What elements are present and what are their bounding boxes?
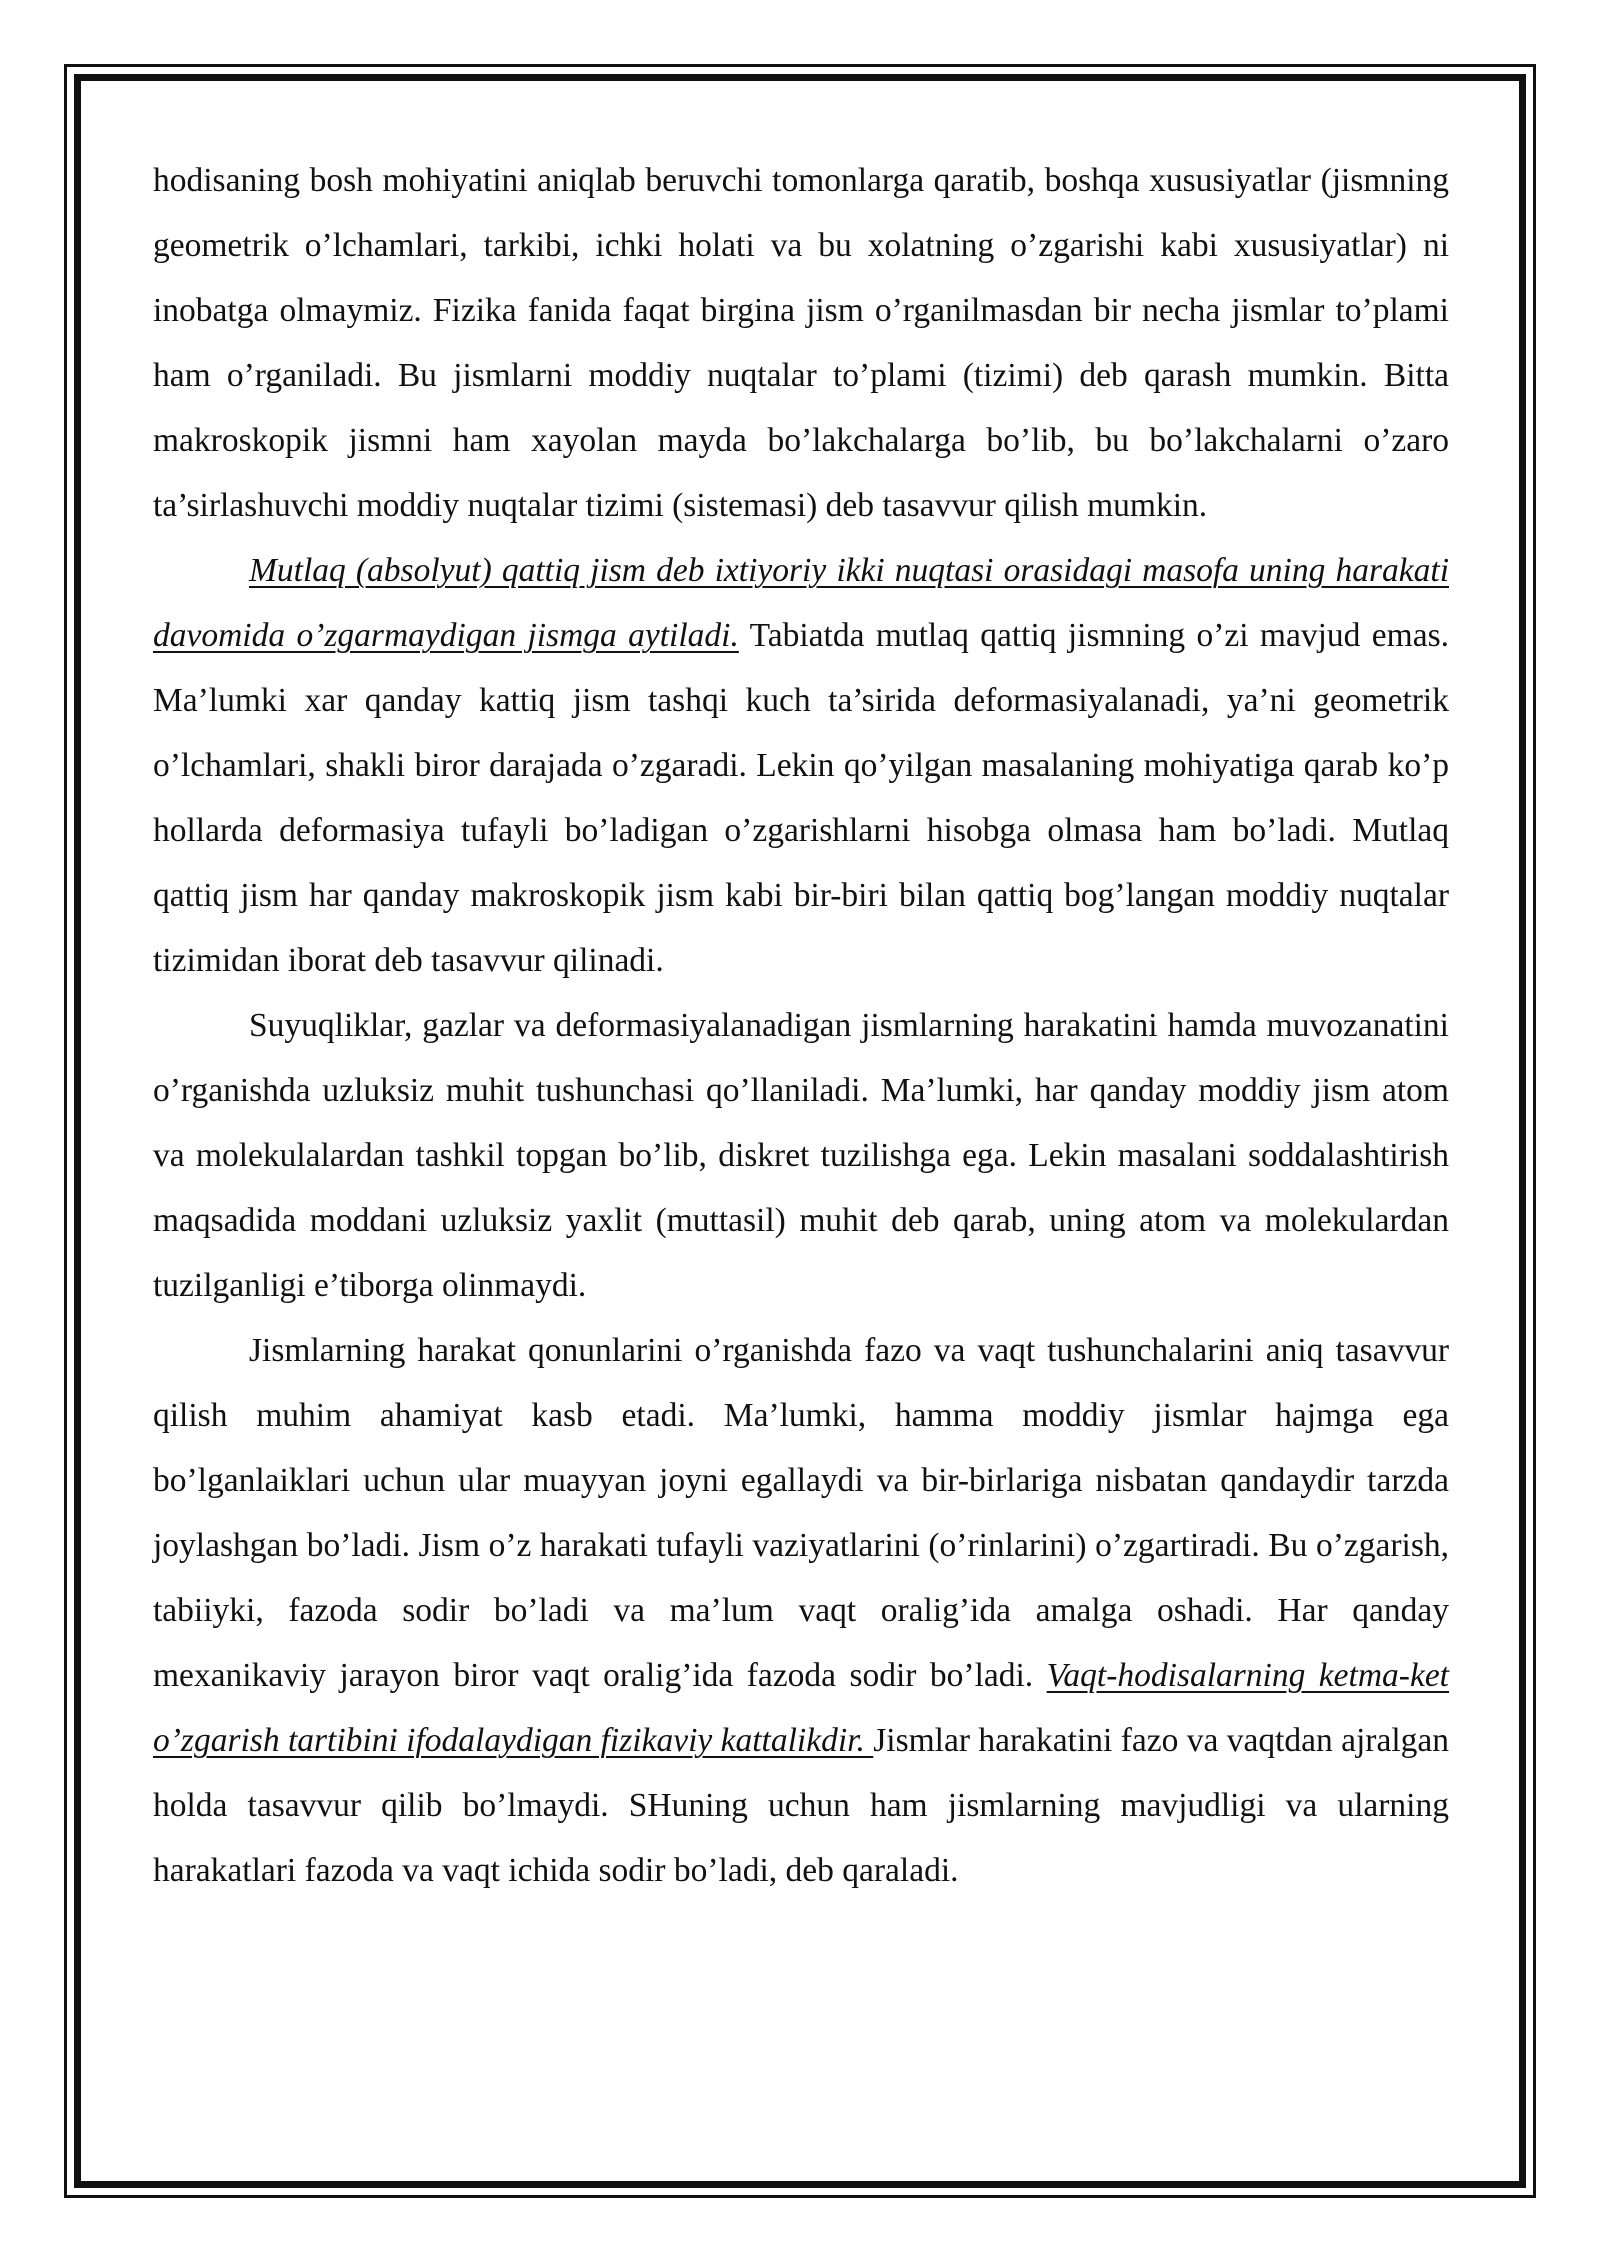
paragraph-2-text: Tabiatda mutlaq qattiq jismning o’zi mavjud emas. Ma’lumki xar qanday kattiq jism tashqi kuch ta’sirida deformasiyalanadi, ya’ni geometrik o’lchamlari, shakli biror darajada o’zgaradi. Lekin qo’yilgan masalaning mohiyatiga qarab ko’p hollarda deformasiya tufayli bo’ladigan o’zgarishlarni hisobga olmasa ham bo’ladi. Mutlaq qattiq jism har qanday makroskopik jism kabi bir-biri bilan qattiq bog’langan moddiy nuqtalar tizimidan iborat deb tasavvur qilinadi. bbox=[153, 617, 1449, 979]
paragraph-4-text-start: Jismlarning harakat qonunlarini o’rganishda fazo va vaqt tushunchalarini aniq tasavvur qilish muhim ahamiyat kasb etadi. Ma’lumki, hamma moddiy jismlar hajmga ega bo’lganlaiklari uchun ular muayyan joyni egallaydi va bir-birlariga nisbatan qandaydir tarzda joylashgan bo’ladi. Jism o’z harakati tufayli vaziyatlarini (o’rinlarini) o’zgartiradi. Bu o’zgarish, tabiiyki, fazoda sodir bo’ladi va ma’lum vaqt oralig’ida amalga oshadi. Har qanday mexanikaviy jarayon biror vaqt oralig’ida fazoda sodir bo’ladi. bbox=[153, 1332, 1449, 1694]
paragraph-3 bbox=[153, 993, 1449, 1318]
time-definition: Vaqt-hodisalarning ketma-ket o’zgarish tartibini ifodalaydigan fizikaviy kattalikdir. bbox=[153, 1657, 1449, 1759]
paragraph-1 bbox=[153, 148, 1449, 538]
paragraph-2 bbox=[153, 538, 1449, 993]
paragraph-1-text: hodisaning bosh mohiyatini aniqlab beruvchi tomonlarga qaratib, boshqa xususiyatlar (jismning geometrik o’lchamlari, tarkibi, ichki holati va bu xolatning o’zgarishi kabi xususiyatlar) ni inobatga olmaymiz. Fizika fanida faqat birgina jism o’rganilmasdan bir necha jismlar to’plami ham o’rganiladi. Bu jismlarni moddiy nuqtalar to’plami (tizimi) deb qarash mumkin. Bitta makroskopik jismni ham xayolan mayda bo’lakchalarga bo’lib, bu bo’lakchalarni o’zaro ta’sirlashuvchi moddiy nuqtalar tizimi (sistemasi) deb tasavvur qilish mumkin. bbox=[153, 162, 1449, 524]
paragraph-4-text-end: Jismlar harakatini fazo va vaqtdan ajralgan holda tasavvur qilib bo’lmaydi. SHuning uchun ham jismlarning mavjudligi va ularning harakatlari fazoda va vaqt ichida sodir bo’ladi, deb qaraladi. bbox=[153, 1722, 1450, 1889]
rigid-body-definition: Mutlaq (absolyut) qattiq jism deb ixtiyoriy ikki nuqtasi orasidagi masofa uning harakati davomida o’zgarmaydigan jismga aytiladi. bbox=[153, 552, 1449, 654]
paragraph-4 bbox=[153, 1318, 1449, 1903]
paragraph-3-text: Suyuqliklar, gazlar va deformasiyalanadigan jismlarning harakatini hamda muvozanatini o’rganishda uzluksiz muhit tushunchasi qo’llaniladi. Ma’lumki, har qanday moddiy jism atom va molekulalardan tashkil topgan bo’lib, diskret tuzilishga ega. Lekin masalani soddalashtirish maqsadida moddani uzluksiz yaxlit (muttasil) muhit deb qarab, uning atom va molekulardan tuzilganligi e’tiborga olinmaydi. bbox=[153, 1007, 1449, 1304]
document-body bbox=[153, 148, 1449, 1903]
